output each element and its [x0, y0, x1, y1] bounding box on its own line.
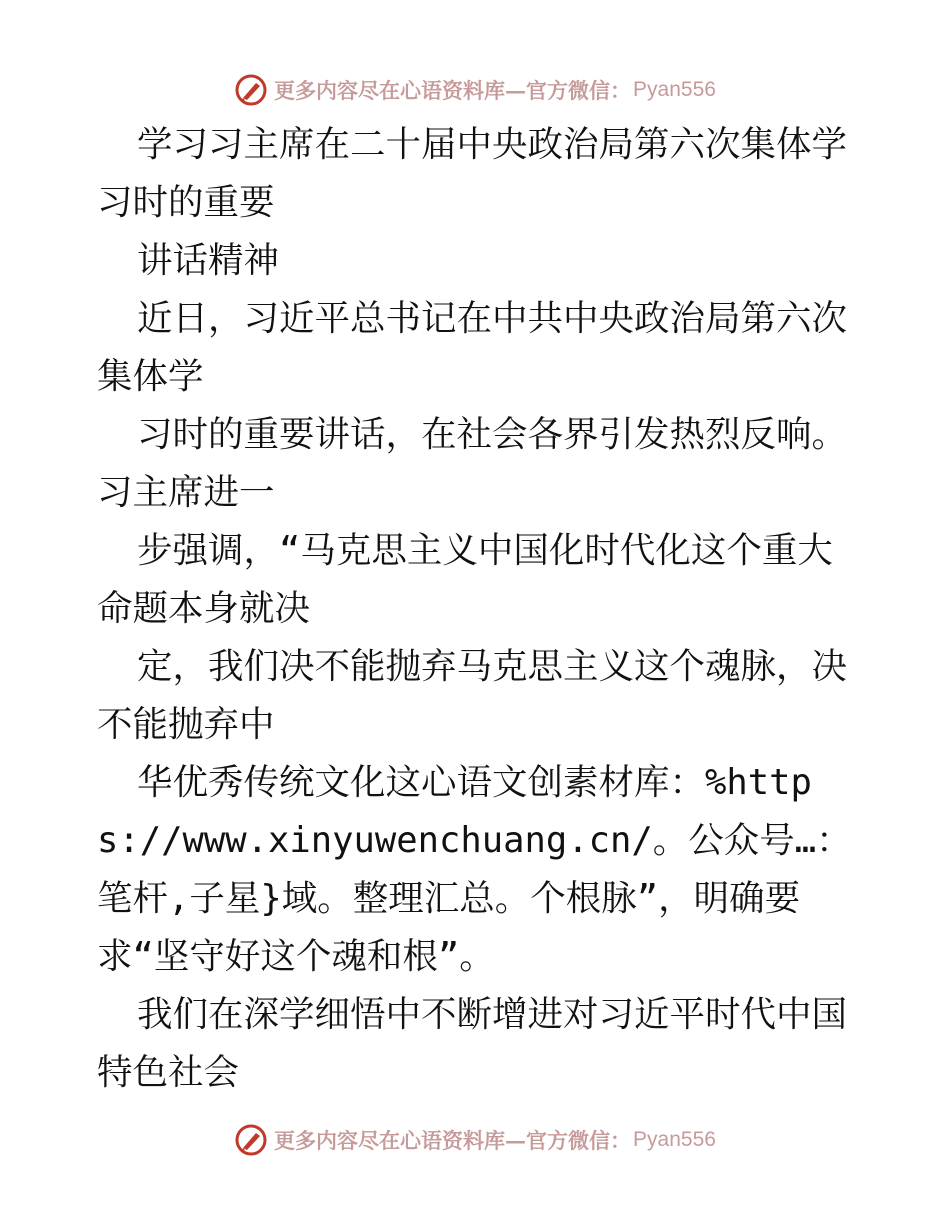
- header-banner-text: 更多内容尽在心语资料库—官方微信：: [274, 78, 632, 103]
- pen-logo-icon: [234, 1123, 268, 1157]
- header-banner-id: Pyan556: [633, 78, 716, 101]
- paragraph: 定，我们决不能抛弃马克思主义这个魂脉，决不能抛弃中: [97, 646, 848, 745]
- paragraph: 步强调，“马克思主义中国化时代化这个重大命题本身就决: [97, 530, 833, 629]
- paragraph: 讲话精神: [137, 240, 280, 281]
- footer-banner-text: 更多内容尽在心语资料库—官方微信：: [274, 1128, 632, 1153]
- paragraph: 学习习主席在二十届中央政治局第六次集体学习时的重要: [97, 124, 848, 223]
- document-body: [97, 116, 857, 1102]
- pen-logo-icon: [234, 73, 268, 107]
- footer-watermark-banner: [0, 1120, 950, 1160]
- paragraph: 习时的重要讲话，在社会各界引发热烈反响。习主席进一: [97, 414, 848, 513]
- paragraph: 华优秀传统文化这心语文创素材库：%https://www.xinyuwenchuang.cn/。公众号…：笔杆,子星}域。整理汇总。个根脉”，明确要求“坚守好这个魂和根”。: [97, 762, 852, 977]
- paragraph: 我们在深学细悟中不断增进对习近平时代中国特色社会: [97, 994, 848, 1093]
- footer-banner-id: Pyan556: [633, 1128, 716, 1151]
- paragraph: 近日，习近平总书记在中共中央政治局第六次集体学: [97, 298, 848, 397]
- header-watermark-banner: [0, 70, 950, 110]
